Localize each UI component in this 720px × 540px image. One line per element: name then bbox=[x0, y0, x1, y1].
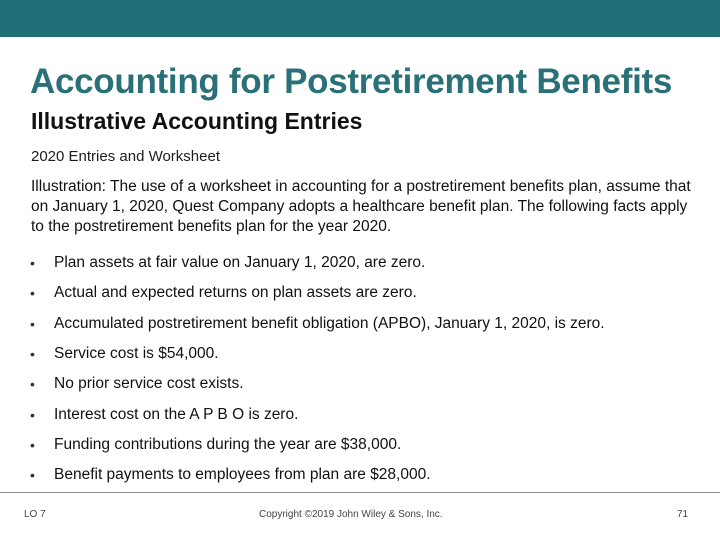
slide-subtitle: Illustrative Accounting Entries bbox=[31, 108, 363, 134]
intro-body: The use of a worksheet in accounting for a postretirement benefits plan, assume that on January 1, 2020, Quest Company adopts a healthcare benefit plan. The following facts apply to the postretirement benefits plan for the year 2020. bbox=[31, 178, 691, 235]
slide-title: Accounting for Postretirement Benefits bbox=[30, 62, 673, 101]
list-item-text: Plan assets at fair value on January 1, 2020, are zero. bbox=[54, 254, 426, 272]
top-banner bbox=[0, 0, 720, 37]
list-item-text: Funding contributions during the year are $38,000. bbox=[54, 435, 402, 453]
bullet-icon: • bbox=[30, 285, 35, 302]
list-item-text: Service cost is $54,000. bbox=[54, 345, 219, 363]
list-item-text: Actual and expected returns on plan assets are zero. bbox=[54, 284, 417, 302]
page-number: 71 bbox=[677, 509, 689, 520]
section-heading: 2020 Entries and Worksheet bbox=[31, 148, 221, 165]
list-item bbox=[30, 339, 710, 369]
list-item bbox=[30, 399, 710, 429]
list-item bbox=[30, 460, 710, 490]
list-item-text: Accumulated postretirement benefit obligation (APBO), January 1, 2020, is zero. bbox=[54, 314, 605, 332]
bullet-icon: • bbox=[30, 467, 35, 484]
bullet-icon: • bbox=[30, 376, 35, 393]
list-item bbox=[30, 309, 710, 339]
bullet-icon: • bbox=[30, 315, 35, 332]
learning-objective-label: LO 7 bbox=[24, 509, 46, 520]
intro-lead: Illustration: bbox=[31, 178, 106, 195]
copyright-notice: Copyright ©2019 John Wiley & Sons, Inc. bbox=[259, 509, 443, 520]
list-item-text: Benefit payments to employees from plan are $28,000. bbox=[54, 466, 431, 484]
footer-divider bbox=[0, 492, 720, 493]
list-item bbox=[30, 430, 710, 460]
bullet-icon: • bbox=[30, 346, 35, 363]
list-item bbox=[30, 248, 710, 278]
bullet-icon: • bbox=[30, 406, 35, 423]
list-item bbox=[30, 278, 710, 308]
list-item-text: Interest cost on the A P B O is zero. bbox=[54, 405, 299, 423]
list-item-text: No prior service cost exists. bbox=[54, 375, 244, 393]
facts-list bbox=[30, 248, 710, 490]
list-item bbox=[30, 369, 710, 399]
bullet-icon: • bbox=[30, 255, 35, 272]
intro-paragraph bbox=[31, 177, 701, 237]
bullet-icon: • bbox=[30, 436, 35, 453]
